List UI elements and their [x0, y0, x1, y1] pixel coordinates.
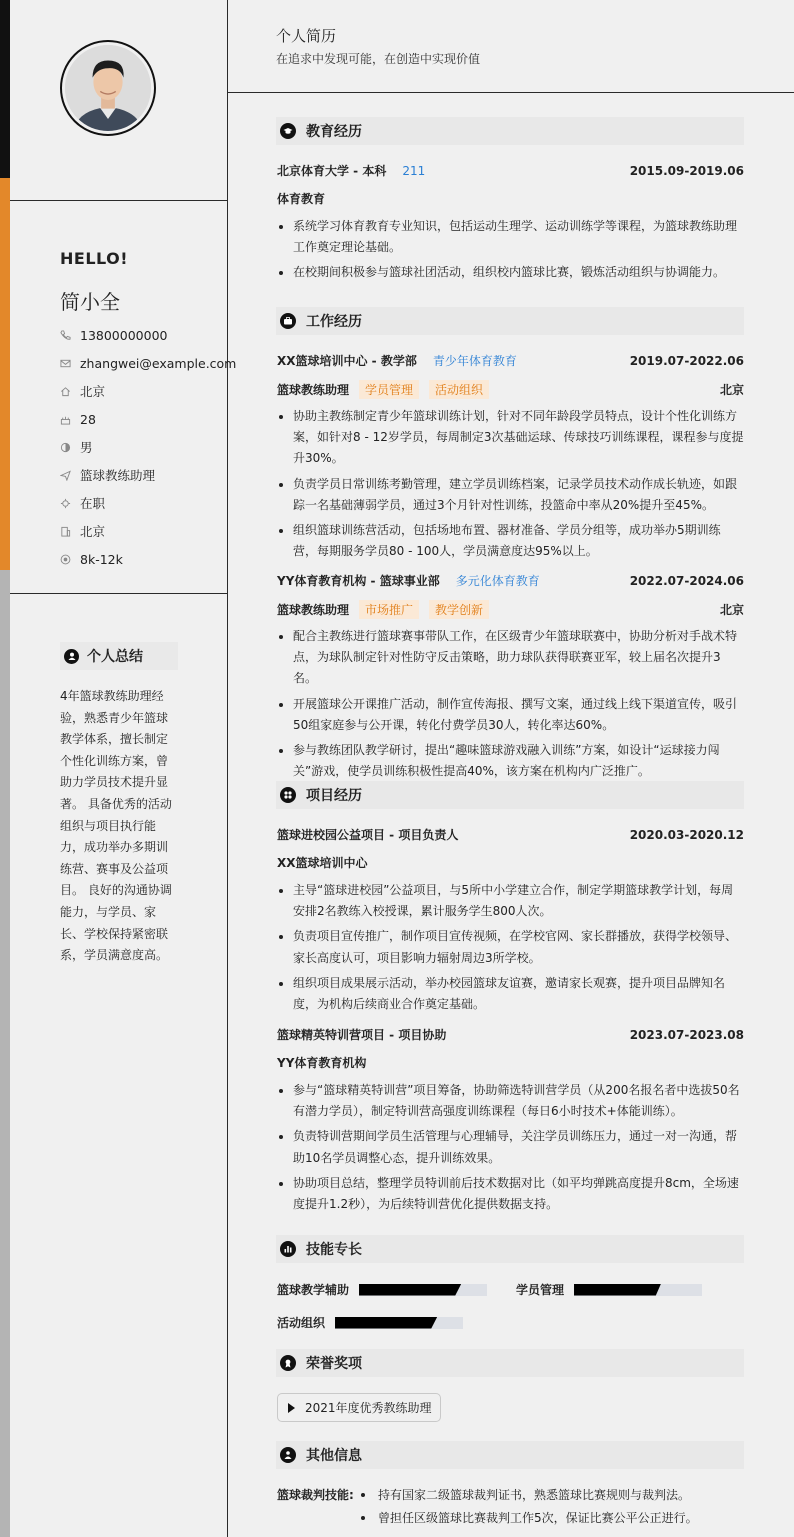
info-text: 28: [80, 411, 96, 427]
phone-icon: [60, 330, 71, 341]
section-title: 荣誉奖项: [306, 1356, 362, 1372]
person-photo-icon: [65, 45, 151, 131]
page-subtitle: 在追求中发现可能，在创造中实现价值: [276, 52, 481, 66]
project-name: 篮球精英特训营项目 - 项目协助: [277, 1028, 447, 1042]
info-phone: [60, 321, 225, 349]
bullet-item: 组织篮球训练营活动，包括场地布置、器材准备、学员分组等，成功举办5期训练营，每期服务学员80 - 100人，学员满意度达95%以上。: [277, 520, 744, 562]
bullet-item: 负责学员日常训练考勤管理，建立学员训练档案，记录学员技术动作成长轨迹，如跟踪一名基础薄弱学员，通过3个月针对性训练，投篮命中率从20%提升至45%。: [277, 474, 744, 516]
info-salary: [60, 545, 225, 573]
skill-name: 活动组织: [277, 1316, 326, 1330]
skill-tag: 学员管理: [359, 380, 419, 399]
info-email: [60, 349, 237, 377]
sidebar-divider: [10, 200, 228, 201]
job-bullets: [277, 626, 744, 786]
info-status: [60, 489, 225, 517]
page-title: 个人简历: [276, 27, 337, 45]
info-age: [60, 405, 225, 433]
section-title: 项目经历: [306, 788, 362, 804]
bullet-item: 负责特训营期间学员生活管理与心理辅导，关注学员训练压力，通过一对一沟通，帮助10名学员调整心态，提升训练效果。: [277, 1126, 744, 1168]
skill-tag: 教学创新: [429, 600, 489, 619]
skill-bar: [335, 1317, 463, 1329]
cake-icon: [60, 414, 71, 425]
education-bullets: [277, 216, 744, 288]
company-name: YY体育教育机构 - 篮球事业部: [277, 574, 440, 588]
bullet-item: 曾担任区级篮球比赛裁判工作5次，保证比赛公平公正进行。: [359, 1507, 749, 1530]
other-label: 篮球裁判技能:: [277, 1488, 354, 1502]
info-text: 篮球教练助理: [80, 468, 156, 483]
info-text: 北京: [80, 384, 106, 399]
skill-bar-fill: [359, 1284, 461, 1296]
bullet-item: 系统学习体育教育专业知识，包括运动生理学、运动训练学等课程，为篮球教练助理工作奠定理论基础。: [277, 216, 744, 258]
section-title: 工作经历: [306, 314, 362, 330]
education-header-row: [277, 162, 744, 179]
skill-tag: 活动组织: [429, 380, 489, 399]
section-projects: [276, 781, 744, 809]
bullet-item: 协助主教练制定青少年篮球训练计划，针对不同年龄段学员特点，设计个性化训练方案，如针对8 - 12岁学员，每周制定3次基础运球、传球技巧训练课程，课程参与度提升30%。: [277, 406, 744, 470]
project-org: XX篮球培训中心: [277, 856, 368, 870]
job-city: 北京: [719, 603, 744, 617]
grid-icon: [280, 787, 296, 803]
info-text: 8k-12k: [80, 551, 123, 567]
skill-item: [516, 1281, 702, 1298]
summary-heading: [60, 642, 178, 670]
bullet-item: 负责项目宣传推广，制作项目宣传视频，在学校官网、家长群播放，获得学校领导、家长高度认可，项目影响力辐射周边3所学校。: [277, 926, 744, 968]
mail-icon: [60, 358, 71, 369]
school-tag: 211: [402, 163, 426, 178]
hello-heading: HELLO!: [60, 249, 129, 268]
info-text[interactable]: 13800000000: [80, 327, 168, 343]
job-header-row: [277, 352, 744, 369]
skill-item: [277, 1281, 487, 1298]
project-bullets: [277, 880, 744, 1019]
bar-chart-icon: [280, 1241, 296, 1257]
project-org-row: [277, 854, 744, 871]
skill-bar-fill: [335, 1317, 437, 1329]
skill-tag: 市场推广: [359, 600, 419, 619]
award-icon: [280, 1355, 296, 1371]
building-icon: [60, 526, 71, 537]
job-role-row: [277, 600, 744, 619]
project-date: 2023.07-2023.08: [629, 1027, 744, 1042]
info-location: [60, 377, 225, 405]
people-icon: [280, 1447, 296, 1463]
job-bullets: [277, 406, 744, 566]
project-org: YY体育教育机构: [277, 1056, 367, 1070]
honor-item[interactable]: [277, 1393, 441, 1422]
company-name: XX篮球培训中心 - 教学部: [277, 354, 417, 368]
section-education: [276, 117, 744, 145]
info-city: [60, 517, 225, 545]
decor-stripe-gray: [0, 570, 10, 1537]
skill-item: [277, 1314, 463, 1331]
home-icon: [60, 386, 71, 397]
section-honors: [276, 1349, 744, 1377]
decor-stripe-black: [0, 0, 10, 178]
info-text: 在职: [80, 496, 106, 511]
avatar: [65, 45, 151, 131]
company-tag: 青少年体育教育: [432, 354, 517, 368]
bullet-item: 协助项目总结，整理学员特训前后技术数据对比（如平均弹跳高度提升8cm，全场速度提升1.2秒），为后续特训营优化提供数据支持。: [277, 1173, 744, 1215]
section-title: 其他信息: [306, 1448, 362, 1464]
company-tag: 多元化体育教育: [455, 574, 540, 588]
project-name: 篮球进校园公益项目 - 项目负责人: [277, 828, 459, 842]
graduation-cap-icon: [280, 123, 296, 139]
section-title: 技能专长: [306, 1242, 362, 1258]
skill-bar: [574, 1284, 702, 1296]
info-position: [60, 461, 225, 489]
sidebar-divider: [10, 593, 228, 594]
skill-name: 学员管理: [516, 1283, 565, 1297]
other-bullets: [359, 1484, 749, 1530]
project-date: 2020.03-2020.12: [629, 827, 744, 842]
section-work: [276, 307, 744, 335]
sidebar: [10, 0, 237, 1537]
education-date: 2015.09-2019.06: [629, 163, 744, 178]
briefcase-icon: [280, 313, 296, 329]
education-major-row: [277, 190, 744, 207]
person-name: 简小全: [60, 290, 120, 314]
job-city: 北京: [719, 383, 744, 397]
job-date: 2019.07-2022.06: [629, 353, 744, 368]
job-role: 篮球教练助理: [277, 383, 350, 397]
info-text: 男: [80, 440, 93, 455]
user-icon: [64, 649, 79, 664]
bullet-item: 主导“篮球进校园”公益项目，与5所中小学建立合作，制定学期篮球教学计划，每周安排2名教练入校授课，累计服务学生800人次。: [277, 880, 744, 922]
bullet-item: 参与教练团队教学研讨，提出“趣味篮球游戏融入训练”方案，如设计“运球接力闯关”游戏，使学员训练积极性提高40%，该方案在机构内广泛推广。: [277, 740, 744, 782]
info-gender: [60, 433, 225, 461]
bullet-item: 参与“篮球精英特训营”项目筹备，协助筛选特训营学员（从200名报名者中选拔50名有潜力学员），制定特训营高强度训练课程（每日6小时技术+体能训练）。: [277, 1080, 744, 1122]
job-role-row: [277, 380, 744, 399]
section-title: 教育经历: [306, 124, 362, 140]
honor-text: 2021年度优秀教练助理: [305, 1401, 432, 1415]
info-text: 北京: [80, 524, 106, 539]
school-name: 北京体育大学 - 本科: [277, 164, 387, 178]
summary-title: 个人总结: [87, 649, 143, 665]
major-name: 体育教育: [277, 192, 326, 206]
section-skills: [276, 1235, 744, 1263]
project-header-row: [277, 1026, 744, 1043]
avatar-frame: [60, 40, 156, 136]
job-role: 篮球教练助理: [277, 603, 350, 617]
summary-text: 4年篮球教练助理经验，熟悉青少年篮球教学体系，擅长制定个性化训练方案，曾助力学员技术提升显著。 具备优秀的活动组织与项目执行能力，成功举办多期训练营、赛事及公益项目。 良好的沟通协调能力，与学员、家长、学校保持紧密联系，学员满意度高。: [60, 689, 172, 963]
section-other: [276, 1441, 744, 1469]
salary-icon: [60, 554, 71, 565]
bullet-item: 开展篮球公开课推广活动，制作宣传海报、撰写文案，通过线上线下渠道宣传，吸引50组家庭参与公开课，转化付费学员30人，转化率达60%。: [277, 694, 744, 736]
bullet-item: 在校期间积极参与篮球社团活动，组织校内篮球比赛，锻炼活动组织与协调能力。: [277, 262, 744, 283]
header-divider: [228, 92, 794, 93]
skill-name: 篮球教学辅助: [277, 1283, 350, 1297]
skill-bar: [359, 1284, 487, 1296]
contact-info-list: [60, 321, 237, 573]
bullet-item: 配合主教练进行篮球赛事带队工作，在区级青少年篮球联赛中，协助分析对手战术特点，为球队制定针对性防守反击策略，助力球队获得联赛亚军，较上届名次提升3名。: [277, 626, 744, 690]
bullet-item: 组织项目成果展示活动，举办校园篮球友谊赛，邀请家长观赛，提升项目品牌知名度，为机构后续商业合作奠定基础。: [277, 973, 744, 1015]
project-header-row: [277, 826, 744, 843]
job-date: 2022.07-2024.06: [629, 573, 744, 588]
job-header-row: [277, 572, 744, 589]
skill-bar-fill: [574, 1284, 661, 1296]
project-org-row: [277, 1054, 744, 1071]
info-text[interactable]: zhangwei@example.com: [80, 355, 237, 371]
send-icon: [60, 470, 71, 481]
gender-icon: [60, 442, 71, 453]
decor-stripe-orange: [0, 178, 10, 570]
project-bullets: [277, 1080, 744, 1219]
play-icon: [288, 1403, 295, 1413]
status-icon: [60, 498, 71, 509]
bullet-item: 持有国家二级篮球裁判证书，熟悉篮球比赛规则与裁判法。: [359, 1484, 749, 1507]
